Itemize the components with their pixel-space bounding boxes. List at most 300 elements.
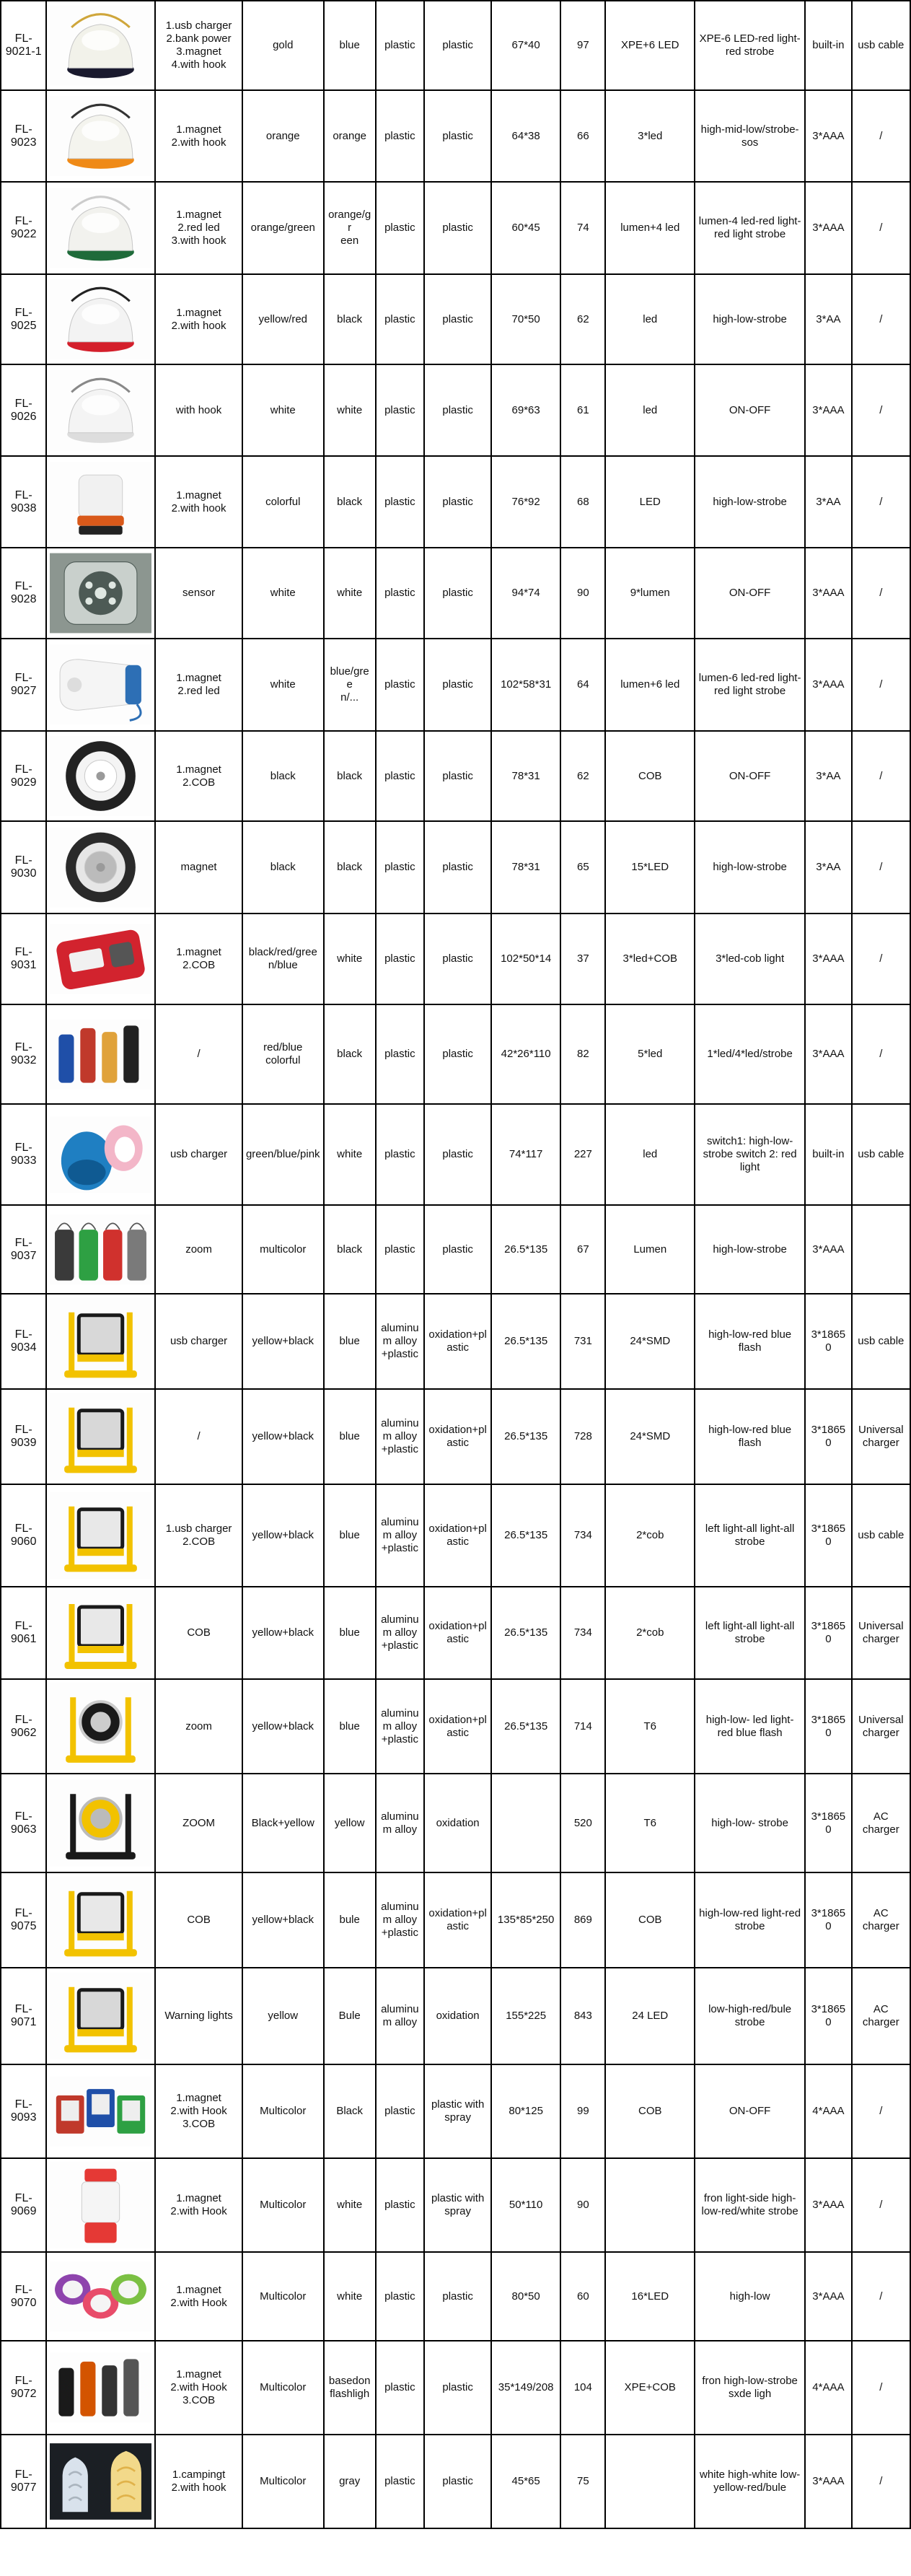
light-mode-cell: left light-all light-all strobe bbox=[695, 1587, 805, 1679]
charger-cell: AC charger bbox=[852, 1968, 910, 2064]
light-mode-cell: 1*led/4*led/strobe bbox=[695, 1004, 805, 1104]
body-material-cell: aluminu m alloy bbox=[376, 1774, 425, 1872]
cap-color-cell: orange/gr een bbox=[324, 182, 376, 274]
puck-light-icon bbox=[50, 824, 151, 911]
image-cell bbox=[46, 2158, 155, 2252]
light-mode-cell: high-low- led light-red blue flash bbox=[695, 1679, 805, 1774]
size-cell: 78*31 bbox=[491, 821, 560, 914]
light-mode-cell: low-high-red/bule strobe bbox=[695, 1968, 805, 2064]
function-cell: 1.magnet 2.with Hook 3.COB bbox=[155, 2064, 242, 2158]
function-cell: usb charger bbox=[155, 1104, 242, 1205]
model-cell: FL- 9027 bbox=[1, 639, 46, 731]
body-color-cell: yellow+black bbox=[242, 1484, 324, 1587]
size-cell: 102*50*14 bbox=[491, 914, 560, 1004]
lens-material-cell: plastic bbox=[424, 1205, 491, 1294]
image-cell bbox=[46, 1587, 155, 1679]
light-mode-cell: high-low-strobe bbox=[695, 274, 805, 364]
function-cell: zoom bbox=[155, 1205, 242, 1294]
charger-cell: / bbox=[852, 731, 910, 821]
image-cell bbox=[46, 1872, 155, 1968]
image-cell bbox=[46, 90, 155, 182]
image-cell bbox=[46, 364, 155, 456]
function-cell: with hook bbox=[155, 364, 242, 456]
table-row bbox=[1, 1484, 910, 1587]
model-cell: FL- 9023 bbox=[1, 90, 46, 182]
body-color-cell: Black+yellow bbox=[242, 1774, 324, 1872]
table-row bbox=[1, 2435, 910, 2528]
battery-cell: 4*AAA bbox=[805, 2341, 851, 2435]
table-row bbox=[1, 1679, 910, 1774]
weight-cell: 97 bbox=[560, 1, 605, 90]
image-cell bbox=[46, 456, 155, 548]
body-color-cell: gold bbox=[242, 1, 324, 90]
image-cell bbox=[46, 2252, 155, 2341]
body-color-cell: Multicolor bbox=[242, 2435, 324, 2528]
light-source-cell: 5*led bbox=[605, 1004, 695, 1104]
light-mode-cell: 3*led-cob light bbox=[695, 914, 805, 1004]
body-color-cell: white bbox=[242, 639, 324, 731]
size-cell: 26.5*135 bbox=[491, 1679, 560, 1774]
body-material-cell: plastic bbox=[376, 639, 425, 731]
function-cell: zoom bbox=[155, 1679, 242, 1774]
lens-material-cell: plastic bbox=[424, 2252, 491, 2341]
weight-cell: 99 bbox=[560, 2064, 605, 2158]
light-mode-cell: high-low-red blue flash bbox=[695, 1294, 805, 1389]
function-cell: 1.usb charger 2.bank power 3.magnet 4.with hook bbox=[155, 1, 242, 90]
battery-cell: 3*AAA bbox=[805, 364, 851, 456]
weight-cell: 869 bbox=[560, 1872, 605, 1968]
weight-cell: 520 bbox=[560, 1774, 605, 1872]
table-row bbox=[1, 731, 910, 821]
weight-cell: 734 bbox=[560, 1484, 605, 1587]
image-cell bbox=[46, 548, 155, 639]
light-source-cell: 9*lumen bbox=[605, 548, 695, 639]
image-cell bbox=[46, 821, 155, 914]
charger-cell: / bbox=[852, 456, 910, 548]
body-material-cell: plastic bbox=[376, 2064, 425, 2158]
function-cell: 1.magnet 2.with hook bbox=[155, 274, 242, 364]
lens-material-cell: plastic bbox=[424, 1104, 491, 1205]
light-source-cell: XPE+COB bbox=[605, 2341, 695, 2435]
function-cell: 1.campingt 2.with hook bbox=[155, 2435, 242, 2528]
floodlight-icon bbox=[50, 1971, 151, 2062]
body-color-cell: black bbox=[242, 731, 324, 821]
floodlight-icon bbox=[50, 1297, 151, 1386]
cap-color-cell: Bule bbox=[324, 1968, 376, 2064]
size-cell: 45*65 bbox=[491, 2435, 560, 2528]
cap-color-cell: Black bbox=[324, 2064, 376, 2158]
model-cell: FL-9077 bbox=[1, 2435, 46, 2528]
body-material-cell: plastic bbox=[376, 1205, 425, 1294]
model-cell: FL- 9031 bbox=[1, 914, 46, 1004]
charger-cell: / bbox=[852, 90, 910, 182]
weight-cell: 37 bbox=[560, 914, 605, 1004]
body-material-cell: aluminu m alloy +plastic bbox=[376, 1484, 425, 1587]
floodlight-icon bbox=[50, 1590, 151, 1676]
model-cell: FL- 9028 bbox=[1, 548, 46, 639]
size-cell: 76*92 bbox=[491, 456, 560, 548]
function-cell: / bbox=[155, 1389, 242, 1484]
function-cell: 1.magnet 2.with Hook bbox=[155, 2158, 242, 2252]
light-source-cell: lumen+4 led bbox=[605, 182, 695, 274]
size-cell: 155*225 bbox=[491, 1968, 560, 2064]
table-row bbox=[1, 1968, 910, 2064]
weight-cell: 843 bbox=[560, 1968, 605, 2064]
body-color-cell: Multicolor bbox=[242, 2158, 324, 2252]
image-cell bbox=[46, 2341, 155, 2435]
model-cell: FL-9069 bbox=[1, 2158, 46, 2252]
body-color-cell: yellow bbox=[242, 1968, 324, 2064]
table-row bbox=[1, 914, 910, 1004]
function-cell: sensor bbox=[155, 548, 242, 639]
cap-color-cell: bule bbox=[324, 1872, 376, 1968]
image-cell bbox=[46, 639, 155, 731]
table-row bbox=[1, 2064, 910, 2158]
charger-cell bbox=[852, 1205, 910, 1294]
cap-color-cell: gray bbox=[324, 2435, 376, 2528]
light-mode-cell: lumen-4 led-red light-red light strobe bbox=[695, 182, 805, 274]
work-light-icon bbox=[50, 916, 151, 1002]
body-material-cell: aluminu m alloy +plastic bbox=[376, 1294, 425, 1389]
lens-material-cell: plastic bbox=[424, 364, 491, 456]
table-row bbox=[1, 1, 910, 90]
light-mode-cell: high-low- strobe bbox=[695, 1774, 805, 1872]
battery-cell: 3*AAA bbox=[805, 2435, 851, 2528]
puck-set-icon bbox=[50, 2255, 151, 2338]
charger-cell: / bbox=[852, 2435, 910, 2528]
battery-cell: 3*18650 bbox=[805, 1968, 851, 2064]
model-cell: FL- 9021-1 bbox=[1, 1, 46, 90]
function-cell: 1.magnet 2.red led bbox=[155, 639, 242, 731]
light-source-cell: 3*led bbox=[605, 90, 695, 182]
body-color-cell: orange bbox=[242, 90, 324, 182]
image-cell bbox=[46, 731, 155, 821]
light-mode-cell: ON-OFF bbox=[695, 548, 805, 639]
image-cell bbox=[46, 1484, 155, 1587]
weight-cell: 731 bbox=[560, 1294, 605, 1389]
cap-color-cell: white bbox=[324, 2252, 376, 2341]
battery-cell: 3*18650 bbox=[805, 1294, 851, 1389]
weight-cell: 227 bbox=[560, 1104, 605, 1205]
light-source-cell: COB bbox=[605, 1872, 695, 1968]
model-cell: FL-9071 bbox=[1, 1968, 46, 2064]
lens-material-cell: oxidation+pl astic bbox=[424, 1587, 491, 1679]
body-material-cell: plastic bbox=[376, 182, 425, 274]
size-cell: 26.5*135 bbox=[491, 1484, 560, 1587]
cap-color-cell: white bbox=[324, 2158, 376, 2252]
body-color-cell: yellow+black bbox=[242, 1587, 324, 1679]
light-source-cell: 24 LED bbox=[605, 1968, 695, 2064]
table-row bbox=[1, 1587, 910, 1679]
light-source-cell: COB bbox=[605, 731, 695, 821]
image-cell bbox=[46, 2064, 155, 2158]
battery-cell: 3*AAA bbox=[805, 1205, 851, 1294]
size-cell: 102*58*31 bbox=[491, 639, 560, 731]
charger-cell: Universal charger bbox=[852, 1389, 910, 1484]
charger-cell: / bbox=[852, 364, 910, 456]
model-cell: FL-9072 bbox=[1, 2341, 46, 2435]
weight-cell: 74 bbox=[560, 182, 605, 274]
function-cell: 1.magnet 2.red led 3.with hook bbox=[155, 182, 242, 274]
sensor-light-icon bbox=[50, 551, 151, 636]
function-cell: 1.magnet 2.COB bbox=[155, 731, 242, 821]
charger-cell: / bbox=[852, 548, 910, 639]
body-color-cell: white bbox=[242, 548, 324, 639]
floodlight-icon bbox=[50, 1392, 151, 1481]
battery-cell: 3*AAA bbox=[805, 1004, 851, 1104]
body-color-cell: black/red/gree n/blue bbox=[242, 914, 324, 1004]
dome-lantern-icon bbox=[50, 459, 151, 545]
light-source-cell: led bbox=[605, 274, 695, 364]
battery-cell: 3*AAA bbox=[805, 639, 851, 731]
light-mode-cell: fron light-side high-low-red/white strobe bbox=[695, 2158, 805, 2252]
body-material-cell: plastic bbox=[376, 456, 425, 548]
light-source-cell: 3*led+COB bbox=[605, 914, 695, 1004]
table-row bbox=[1, 1104, 910, 1205]
model-cell: FL-9062 bbox=[1, 1679, 46, 1774]
light-source-cell: T6 bbox=[605, 1679, 695, 1774]
light-source-cell: 2*cob bbox=[605, 1587, 695, 1679]
size-cell: 94*74 bbox=[491, 548, 560, 639]
floodlight-icon bbox=[50, 1487, 151, 1584]
lens-material-cell: plastic bbox=[424, 182, 491, 274]
function-cell: 1.usb charger 2.COB bbox=[155, 1484, 242, 1587]
cap-color-cell: white bbox=[324, 364, 376, 456]
image-cell bbox=[46, 914, 155, 1004]
stack-lantern-icon bbox=[50, 2437, 151, 2525]
charger-cell: / bbox=[852, 274, 910, 364]
size-cell: 80*125 bbox=[491, 2064, 560, 2158]
size-cell: 50*110 bbox=[491, 2158, 560, 2252]
cap-color-cell: black bbox=[324, 821, 376, 914]
weight-cell: 82 bbox=[560, 1004, 605, 1104]
battery-cell: 3*AA bbox=[805, 731, 851, 821]
lens-material-cell: plastic bbox=[424, 1004, 491, 1104]
function-cell: 1.magnet 2.with hook bbox=[155, 456, 242, 548]
body-material-cell: aluminu m alloy +plastic bbox=[376, 1679, 425, 1774]
image-cell bbox=[46, 1004, 155, 1104]
charger-cell: usb cable bbox=[852, 1484, 910, 1587]
body-material-cell: plastic bbox=[376, 1004, 425, 1104]
body-color-cell: yellow+black bbox=[242, 1872, 324, 1968]
charger-cell: / bbox=[852, 2252, 910, 2341]
table-row bbox=[1, 1205, 910, 1294]
cap-color-cell: white bbox=[324, 1104, 376, 1205]
lantern-set-icon bbox=[50, 1208, 151, 1291]
cap-color-cell: blue bbox=[324, 1587, 376, 1679]
body-material-cell: plastic bbox=[376, 2341, 425, 2435]
charger-cell: / bbox=[852, 2158, 910, 2252]
image-cell bbox=[46, 1205, 155, 1294]
battery-cell: 4*AAA bbox=[805, 2064, 851, 2158]
weight-cell: 65 bbox=[560, 821, 605, 914]
light-source-cell: 16*LED bbox=[605, 2252, 695, 2341]
body-material-cell: plastic bbox=[376, 90, 425, 182]
function-cell: ZOOM bbox=[155, 1774, 242, 1872]
function-cell: usb charger bbox=[155, 1294, 242, 1389]
size-cell: 67*40 bbox=[491, 1, 560, 90]
lens-material-cell: plastic bbox=[424, 2435, 491, 2528]
function-cell: 1.magnet 2.with hook bbox=[155, 90, 242, 182]
weight-cell: 64 bbox=[560, 639, 605, 731]
size-cell: 26.5*135 bbox=[491, 1205, 560, 1294]
body-material-cell: aluminu m alloy +plastic bbox=[376, 1587, 425, 1679]
function-cell: / bbox=[155, 1004, 242, 1104]
zoom-floodlight-icon bbox=[50, 1777, 151, 1870]
weight-cell: 75 bbox=[560, 2435, 605, 2528]
light-mode-cell: high-low-strobe bbox=[695, 1205, 805, 1294]
light-source-cell: lumen+6 led bbox=[605, 639, 695, 731]
flashlight-set-icon bbox=[50, 1007, 151, 1101]
table-row bbox=[1, 639, 910, 731]
table-row bbox=[1, 1389, 910, 1484]
charger-cell: / bbox=[852, 2341, 910, 2435]
cap-color-cell: black bbox=[324, 1205, 376, 1294]
battery-cell: built-in bbox=[805, 1104, 851, 1205]
model-cell: FL- 9030 bbox=[1, 821, 46, 914]
body-color-cell: black bbox=[242, 821, 324, 914]
lens-material-cell: oxidation bbox=[424, 1774, 491, 1872]
body-color-cell: yellow+black bbox=[242, 1679, 324, 1774]
lens-material-cell: plastic with spray bbox=[424, 2064, 491, 2158]
lens-material-cell: oxidation+pl astic bbox=[424, 1294, 491, 1389]
lens-material-cell: plastic bbox=[424, 90, 491, 182]
size-cell: 26.5*135 bbox=[491, 1389, 560, 1484]
cob-work-light-icon bbox=[50, 2067, 151, 2155]
size-cell: 80*50 bbox=[491, 2252, 560, 2341]
battery-cell: 3*AAA bbox=[805, 2158, 851, 2252]
function-cell: 1.magnet 2.with Hook bbox=[155, 2252, 242, 2341]
table-row bbox=[1, 548, 910, 639]
table-row bbox=[1, 182, 910, 274]
charger-cell: AC charger bbox=[852, 1872, 910, 1968]
light-mode-cell: ON-OFF bbox=[695, 2064, 805, 2158]
model-cell: FL- 9033 bbox=[1, 1104, 46, 1205]
body-material-cell: plastic bbox=[376, 364, 425, 456]
battery-cell: 3*AAA bbox=[805, 182, 851, 274]
charger-cell: usb cable bbox=[852, 1104, 910, 1205]
battery-cell: 3*AA bbox=[805, 274, 851, 364]
round-lantern-icon bbox=[50, 93, 151, 179]
table-row bbox=[1, 1774, 910, 1872]
light-mode-cell: switch1: high-low-strobe switch 2: red light bbox=[695, 1104, 805, 1205]
light-source-cell: led bbox=[605, 1104, 695, 1205]
body-material-cell: plastic bbox=[376, 274, 425, 364]
body-color-cell: orange/green bbox=[242, 182, 324, 274]
battery-cell: 3*18650 bbox=[805, 1774, 851, 1872]
model-cell: FL-9093 bbox=[1, 2064, 46, 2158]
body-material-cell: plastic bbox=[376, 914, 425, 1004]
battery-cell: 3*AAA bbox=[805, 90, 851, 182]
body-material-cell: plastic bbox=[376, 2252, 425, 2341]
cap-color-cell: blue bbox=[324, 1484, 376, 1587]
weight-cell: 61 bbox=[560, 364, 605, 456]
lens-material-cell: plastic bbox=[424, 821, 491, 914]
model-cell: FL- 9029 bbox=[1, 731, 46, 821]
battery-cell: 3*AA bbox=[805, 456, 851, 548]
lens-material-cell: oxidation+pl astic bbox=[424, 1484, 491, 1587]
image-cell bbox=[46, 1774, 155, 1872]
size-cell: 69*63 bbox=[491, 364, 560, 456]
lens-material-cell: plastic bbox=[424, 274, 491, 364]
weight-cell: 68 bbox=[560, 456, 605, 548]
lens-material-cell: plastic bbox=[424, 731, 491, 821]
body-material-cell: aluminu m alloy bbox=[376, 1968, 425, 2064]
function-cell: 1.magnet 2.COB bbox=[155, 914, 242, 1004]
function-cell: magnet bbox=[155, 821, 242, 914]
light-source-cell: T6 bbox=[605, 1774, 695, 1872]
puck-light-icon bbox=[50, 734, 151, 818]
light-mode-cell: XPE-6 LED-red light-red strobe bbox=[695, 1, 805, 90]
body-material-cell: plastic bbox=[376, 1104, 425, 1205]
light-mode-cell: ON-OFF bbox=[695, 364, 805, 456]
model-cell: FL-9060 bbox=[1, 1484, 46, 1587]
light-source-cell: XPE+6 LED bbox=[605, 1, 695, 90]
model-cell: FL-9034 bbox=[1, 1294, 46, 1389]
lens-material-cell: plastic bbox=[424, 456, 491, 548]
table-row bbox=[1, 274, 910, 364]
lens-material-cell: oxidation+pl astic bbox=[424, 1872, 491, 1968]
light-mode-cell: ON-OFF bbox=[695, 731, 805, 821]
cap-color-cell: basedon flashligh bbox=[324, 2341, 376, 2435]
size-cell: 74*117 bbox=[491, 1104, 560, 1205]
cap-color-cell: white bbox=[324, 548, 376, 639]
weight-cell: 67 bbox=[560, 1205, 605, 1294]
body-material-cell: aluminu m alloy +plastic bbox=[376, 1389, 425, 1484]
body-color-cell: Multicolor bbox=[242, 2341, 324, 2435]
battery-cell: 3*AAA bbox=[805, 548, 851, 639]
battery-cell: 3*18650 bbox=[805, 1389, 851, 1484]
light-source-cell: COB bbox=[605, 2064, 695, 2158]
weight-cell: 60 bbox=[560, 2252, 605, 2341]
lens-material-cell: plastic bbox=[424, 2341, 491, 2435]
body-color-cell: green/blue/pink bbox=[242, 1104, 324, 1205]
charger-cell: AC charger bbox=[852, 1774, 910, 1872]
lens-material-cell: plastic bbox=[424, 1, 491, 90]
light-source-cell: 24*SMD bbox=[605, 1294, 695, 1389]
model-cell: FL- 9037 bbox=[1, 1205, 46, 1294]
light-source-cell: Lumen bbox=[605, 1205, 695, 1294]
cap-color-cell: black bbox=[324, 456, 376, 548]
size-cell: 78*31 bbox=[491, 731, 560, 821]
size-cell: 60*45 bbox=[491, 182, 560, 274]
battery-cell: 3*18650 bbox=[805, 1484, 851, 1587]
weight-cell: 728 bbox=[560, 1389, 605, 1484]
body-material-cell: aluminu m alloy +plastic bbox=[376, 1872, 425, 1968]
lens-material-cell: oxidation+pl astic bbox=[424, 1679, 491, 1774]
battery-cell: 3*AA bbox=[805, 821, 851, 914]
cap-color-cell: blue bbox=[324, 1, 376, 90]
weight-cell: 62 bbox=[560, 731, 605, 821]
weight-cell: 66 bbox=[560, 90, 605, 182]
charger-cell: / bbox=[852, 1004, 910, 1104]
model-cell: FL-9061 bbox=[1, 1587, 46, 1679]
body-material-cell: plastic bbox=[376, 548, 425, 639]
light-mode-cell: white high-white low-yellow-red/bule bbox=[695, 2435, 805, 2528]
round-lantern-icon bbox=[50, 367, 151, 453]
image-cell bbox=[46, 1, 155, 90]
size-cell: 26.5*135 bbox=[491, 1294, 560, 1389]
light-source-cell: 15*LED bbox=[605, 821, 695, 914]
battery-cell: built-in bbox=[805, 1, 851, 90]
light-mode-cell: lumen-6 led-red light-red light strobe bbox=[695, 639, 805, 731]
lens-material-cell: oxidation bbox=[424, 1968, 491, 2064]
charger-cell: / bbox=[852, 821, 910, 914]
body-material-cell: plastic bbox=[376, 2435, 425, 2528]
body-color-cell: white bbox=[242, 364, 324, 456]
function-cell: Warning lights bbox=[155, 1968, 242, 2064]
lens-material-cell: plastic bbox=[424, 639, 491, 731]
